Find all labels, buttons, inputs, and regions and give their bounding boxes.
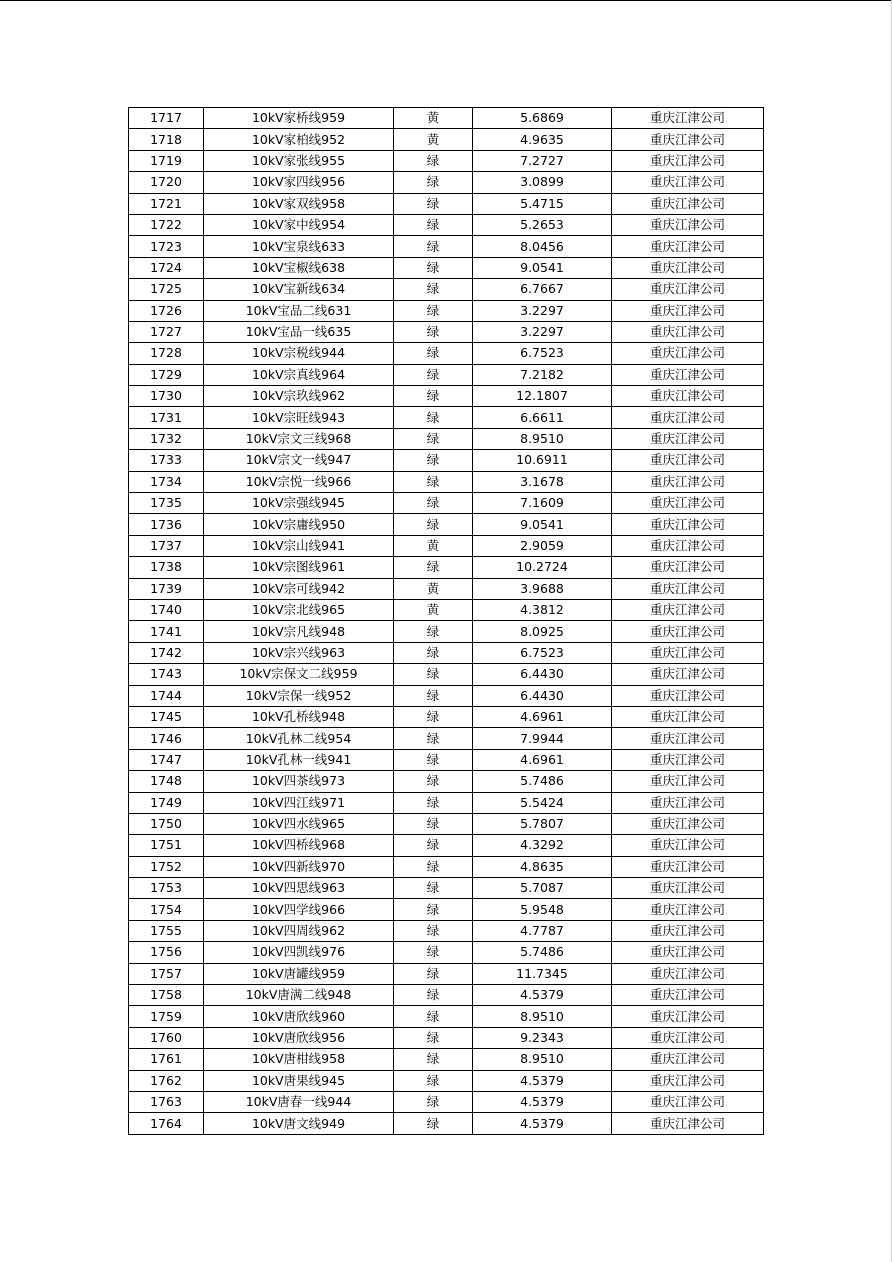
row-index-cell: 1750 (129, 813, 204, 834)
row-index-cell: 1720 (129, 172, 204, 193)
row-index-cell: 1755 (129, 920, 204, 941)
row-index-cell: 1718 (129, 129, 204, 150)
value-cell: 8.9510 (473, 1006, 612, 1027)
status-color-cell: 绿 (394, 878, 473, 899)
status-color-cell: 绿 (394, 471, 473, 492)
table-row (129, 578, 764, 599)
status-color-cell: 绿 (394, 621, 473, 642)
company-cell: 重庆江津公司 (612, 450, 764, 471)
company-cell: 重庆江津公司 (612, 257, 764, 278)
value-cell: 8.9510 (473, 428, 612, 449)
status-color-cell: 黄 (394, 578, 473, 599)
table-row (129, 321, 764, 342)
line-name-cell: 10kV宝品一线635 (204, 321, 394, 342)
table-row (129, 214, 764, 235)
line-name-cell: 10kV四江线971 (204, 792, 394, 813)
line-name-cell: 10kV宝椒线638 (204, 257, 394, 278)
line-name-cell: 10kV宗山线941 (204, 535, 394, 556)
table-row (129, 471, 764, 492)
company-cell: 重庆江津公司 (612, 471, 764, 492)
row-index-cell: 1745 (129, 706, 204, 727)
line-name-cell: 10kV宗北线965 (204, 599, 394, 620)
company-cell: 重庆江津公司 (612, 771, 764, 792)
status-color-cell: 绿 (394, 343, 473, 364)
status-color-cell: 绿 (394, 664, 473, 685)
status-color-cell: 绿 (394, 386, 473, 407)
row-index-cell: 1739 (129, 578, 204, 599)
table-row (129, 813, 764, 834)
value-cell: 5.6869 (473, 108, 612, 129)
table-row (129, 899, 764, 920)
status-color-cell: 绿 (394, 514, 473, 535)
table-row (129, 535, 764, 556)
company-cell: 重庆江津公司 (612, 535, 764, 556)
line-name-cell: 10kV宗文三线968 (204, 428, 394, 449)
table-row (129, 343, 764, 364)
table-row (129, 172, 764, 193)
row-index-cell: 1717 (129, 108, 204, 129)
line-name-cell: 10kV唐春一线944 (204, 1091, 394, 1112)
table-row (129, 450, 764, 471)
value-cell: 4.3292 (473, 835, 612, 856)
status-color-cell: 绿 (394, 1091, 473, 1112)
row-index-cell: 1735 (129, 493, 204, 514)
line-name-cell: 10kV四凯线976 (204, 942, 394, 963)
value-cell: 7.2727 (473, 150, 612, 171)
table-row (129, 279, 764, 300)
status-color-cell: 绿 (394, 150, 473, 171)
company-cell: 重庆江津公司 (612, 642, 764, 663)
status-color-cell: 绿 (394, 428, 473, 449)
line-name-cell: 10kV宗保文二线959 (204, 664, 394, 685)
row-index-cell: 1730 (129, 386, 204, 407)
value-cell: 5.7087 (473, 878, 612, 899)
table-row (129, 493, 764, 514)
status-color-cell: 黄 (394, 108, 473, 129)
value-cell: 8.9510 (473, 1049, 612, 1070)
company-cell: 重庆江津公司 (612, 108, 764, 129)
status-color-cell: 绿 (394, 642, 473, 663)
value-cell: 5.2653 (473, 214, 612, 235)
value-cell: 7.2182 (473, 364, 612, 385)
status-color-cell: 绿 (394, 557, 473, 578)
table-row (129, 642, 764, 663)
line-name-cell: 10kV家四线956 (204, 172, 394, 193)
line-name-cell: 10kV家柏线952 (204, 129, 394, 150)
company-cell: 重庆江津公司 (612, 685, 764, 706)
row-index-cell: 1760 (129, 1027, 204, 1048)
value-cell: 3.9688 (473, 578, 612, 599)
table-row (129, 942, 764, 963)
status-color-cell: 绿 (394, 193, 473, 214)
company-cell: 重庆江津公司 (612, 150, 764, 171)
status-color-cell: 绿 (394, 728, 473, 749)
company-cell: 重庆江津公司 (612, 279, 764, 300)
row-index-cell: 1724 (129, 257, 204, 278)
value-cell: 9.0541 (473, 514, 612, 535)
status-color-cell: 绿 (394, 920, 473, 941)
table-row (129, 835, 764, 856)
status-color-cell: 绿 (394, 835, 473, 856)
status-color-cell: 绿 (394, 364, 473, 385)
line-name-cell: 10kV孔林一线941 (204, 749, 394, 770)
table-row (129, 856, 764, 877)
table-row (129, 386, 764, 407)
line-name-cell: 10kV孔林二线954 (204, 728, 394, 749)
value-cell: 4.9635 (473, 129, 612, 150)
value-cell: 4.5379 (473, 1113, 612, 1134)
company-cell: 重庆江津公司 (612, 407, 764, 428)
line-name-cell: 10kV宝泉线633 (204, 236, 394, 257)
page-top-border (0, 0, 892, 1)
status-color-cell: 绿 (394, 1070, 473, 1091)
row-index-cell: 1748 (129, 771, 204, 792)
line-name-cell: 10kV宝新线634 (204, 279, 394, 300)
company-cell: 重庆江津公司 (612, 920, 764, 941)
row-index-cell: 1751 (129, 835, 204, 856)
status-color-cell: 绿 (394, 493, 473, 514)
line-name-cell: 10kV四周线962 (204, 920, 394, 941)
company-cell: 重庆江津公司 (612, 386, 764, 407)
line-name-cell: 10kV宗图线961 (204, 557, 394, 578)
row-index-cell: 1754 (129, 899, 204, 920)
table-row (129, 706, 764, 727)
value-cell: 4.7787 (473, 920, 612, 941)
line-name-cell: 10kV家桥线959 (204, 108, 394, 129)
line-name-cell: 10kV四桥线968 (204, 835, 394, 856)
line-name-cell: 10kV孔桥线948 (204, 706, 394, 727)
status-color-cell: 绿 (394, 321, 473, 342)
line-name-cell: 10kV家中线954 (204, 214, 394, 235)
company-cell: 重庆江津公司 (612, 578, 764, 599)
row-index-cell: 1728 (129, 343, 204, 364)
table-row (129, 1027, 764, 1048)
value-cell: 3.0899 (473, 172, 612, 193)
value-cell: 4.5379 (473, 1091, 612, 1112)
company-cell: 重庆江津公司 (612, 706, 764, 727)
line-name-cell: 10kV唐满二线948 (204, 985, 394, 1006)
row-index-cell: 1725 (129, 279, 204, 300)
status-color-cell: 绿 (394, 257, 473, 278)
company-cell: 重庆江津公司 (612, 1049, 764, 1070)
company-cell: 重庆江津公司 (612, 621, 764, 642)
status-color-cell: 绿 (394, 685, 473, 706)
value-cell: 8.0456 (473, 236, 612, 257)
value-cell: 6.7523 (473, 642, 612, 663)
value-cell: 5.7807 (473, 813, 612, 834)
row-index-cell: 1762 (129, 1070, 204, 1091)
line-name-cell: 10kV宗庸线950 (204, 514, 394, 535)
value-cell: 7.9944 (473, 728, 612, 749)
value-cell: 12.1807 (473, 386, 612, 407)
table-row (129, 407, 764, 428)
status-color-cell: 绿 (394, 450, 473, 471)
status-color-cell: 绿 (394, 856, 473, 877)
table-row (129, 428, 764, 449)
company-cell: 重庆江津公司 (612, 942, 764, 963)
line-name-cell: 10kV宗文一线947 (204, 450, 394, 471)
value-cell: 8.0925 (473, 621, 612, 642)
table-row (129, 236, 764, 257)
table-row (129, 1091, 764, 1112)
row-index-cell: 1734 (129, 471, 204, 492)
company-cell: 重庆江津公司 (612, 1070, 764, 1091)
value-cell: 5.4715 (473, 193, 612, 214)
row-index-cell: 1758 (129, 985, 204, 1006)
row-index-cell: 1722 (129, 214, 204, 235)
value-cell: 3.2297 (473, 321, 612, 342)
row-index-cell: 1737 (129, 535, 204, 556)
value-cell: 2.9059 (473, 535, 612, 556)
row-index-cell: 1753 (129, 878, 204, 899)
line-name-cell: 10kV宝品二线631 (204, 300, 394, 321)
status-color-cell: 绿 (394, 942, 473, 963)
company-cell: 重庆江津公司 (612, 428, 764, 449)
table-row (129, 1070, 764, 1091)
line-name-cell: 10kV家张线955 (204, 150, 394, 171)
status-color-cell: 绿 (394, 771, 473, 792)
row-index-cell: 1763 (129, 1091, 204, 1112)
status-color-cell: 绿 (394, 1113, 473, 1134)
status-color-cell: 绿 (394, 963, 473, 984)
status-color-cell: 绿 (394, 985, 473, 1006)
status-color-cell: 绿 (394, 706, 473, 727)
line-name-cell: 10kV唐欣线956 (204, 1027, 394, 1048)
value-cell: 6.7523 (473, 343, 612, 364)
company-cell: 重庆江津公司 (612, 599, 764, 620)
value-cell: 9.2343 (473, 1027, 612, 1048)
table-row (129, 621, 764, 642)
status-color-cell: 绿 (394, 899, 473, 920)
status-color-cell: 绿 (394, 1006, 473, 1027)
value-cell: 6.4430 (473, 685, 612, 706)
row-index-cell: 1726 (129, 300, 204, 321)
row-index-cell: 1757 (129, 963, 204, 984)
line-name-cell: 10kV宗旺线943 (204, 407, 394, 428)
line-name-cell: 10kV家双线958 (204, 193, 394, 214)
line-name-cell: 10kV唐欣线960 (204, 1006, 394, 1027)
row-index-cell: 1752 (129, 856, 204, 877)
line-name-cell: 10kV唐柑线958 (204, 1049, 394, 1070)
table-row (129, 108, 764, 129)
company-cell: 重庆江津公司 (612, 514, 764, 535)
table-row (129, 749, 764, 770)
company-cell: 重庆江津公司 (612, 899, 764, 920)
value-cell: 5.7486 (473, 771, 612, 792)
value-cell: 10.2724 (473, 557, 612, 578)
status-color-cell: 绿 (394, 407, 473, 428)
table-row (129, 985, 764, 1006)
value-cell: 11.7345 (473, 963, 612, 984)
row-index-cell: 1759 (129, 1006, 204, 1027)
table-row (129, 257, 764, 278)
row-index-cell: 1727 (129, 321, 204, 342)
company-cell: 重庆江津公司 (612, 813, 764, 834)
company-cell: 重庆江津公司 (612, 728, 764, 749)
value-cell: 3.1678 (473, 471, 612, 492)
row-index-cell: 1721 (129, 193, 204, 214)
company-cell: 重庆江津公司 (612, 664, 764, 685)
row-index-cell: 1761 (129, 1049, 204, 1070)
line-name-cell: 10kV唐果线945 (204, 1070, 394, 1091)
value-cell: 10.6911 (473, 450, 612, 471)
line-name-cell: 10kV宗凡线948 (204, 621, 394, 642)
line-name-cell: 10kV四新线970 (204, 856, 394, 877)
table-row (129, 771, 764, 792)
row-index-cell: 1740 (129, 599, 204, 620)
company-cell: 重庆江津公司 (612, 129, 764, 150)
value-cell: 5.9548 (473, 899, 612, 920)
table-row (129, 963, 764, 984)
table-row (129, 664, 764, 685)
line-name-cell: 10kV四思线963 (204, 878, 394, 899)
table-body (129, 108, 764, 1135)
company-cell: 重庆江津公司 (612, 749, 764, 770)
line-name-cell: 10kV唐文线949 (204, 1113, 394, 1134)
company-cell: 重庆江津公司 (612, 878, 764, 899)
company-cell: 重庆江津公司 (612, 835, 764, 856)
company-cell: 重庆江津公司 (612, 557, 764, 578)
row-index-cell: 1733 (129, 450, 204, 471)
status-color-cell: 黄 (394, 129, 473, 150)
value-cell: 4.3812 (473, 599, 612, 620)
status-color-cell: 绿 (394, 792, 473, 813)
row-index-cell: 1723 (129, 236, 204, 257)
table-row (129, 557, 764, 578)
line-name-cell: 10kV唐罐线959 (204, 963, 394, 984)
company-cell: 重庆江津公司 (612, 1027, 764, 1048)
company-cell: 重庆江津公司 (612, 856, 764, 877)
row-index-cell: 1738 (129, 557, 204, 578)
table-row (129, 1049, 764, 1070)
status-color-cell: 黄 (394, 599, 473, 620)
value-cell: 5.7486 (473, 942, 612, 963)
line-name-cell: 10kV宗强线945 (204, 493, 394, 514)
table-row (129, 792, 764, 813)
company-cell: 重庆江津公司 (612, 985, 764, 1006)
company-cell: 重庆江津公司 (612, 172, 764, 193)
table-row (129, 129, 764, 150)
company-cell: 重庆江津公司 (612, 364, 764, 385)
table-row (129, 364, 764, 385)
row-index-cell: 1744 (129, 685, 204, 706)
row-index-cell: 1756 (129, 942, 204, 963)
table-row (129, 920, 764, 941)
line-name-cell: 10kV宗玖线962 (204, 386, 394, 407)
line-name-cell: 10kV宗保一线952 (204, 685, 394, 706)
line-name-cell: 10kV宗税线944 (204, 343, 394, 364)
company-cell: 重庆江津公司 (612, 1006, 764, 1027)
value-cell: 4.6961 (473, 706, 612, 727)
row-index-cell: 1729 (129, 364, 204, 385)
company-cell: 重庆江津公司 (612, 493, 764, 514)
row-index-cell: 1731 (129, 407, 204, 428)
line-name-cell: 10kV宗可线942 (204, 578, 394, 599)
line-name-cell: 10kV宗悦一线966 (204, 471, 394, 492)
table-row (129, 150, 764, 171)
status-color-cell: 黄 (394, 535, 473, 556)
value-cell: 6.4430 (473, 664, 612, 685)
company-cell: 重庆江津公司 (612, 963, 764, 984)
row-index-cell: 1736 (129, 514, 204, 535)
line-name-cell: 10kV宗真线964 (204, 364, 394, 385)
row-index-cell: 1764 (129, 1113, 204, 1134)
status-color-cell: 绿 (394, 749, 473, 770)
row-index-cell: 1747 (129, 749, 204, 770)
row-index-cell: 1741 (129, 621, 204, 642)
table-row (129, 685, 764, 706)
line-name-cell: 10kV四茶线973 (204, 771, 394, 792)
row-index-cell: 1743 (129, 664, 204, 685)
value-cell: 4.5379 (473, 1070, 612, 1091)
status-color-cell: 绿 (394, 172, 473, 193)
row-index-cell: 1742 (129, 642, 204, 663)
company-cell: 重庆江津公司 (612, 214, 764, 235)
row-index-cell: 1749 (129, 792, 204, 813)
status-color-cell: 绿 (394, 279, 473, 300)
line-name-cell: 10kV四水线965 (204, 813, 394, 834)
company-cell: 重庆江津公司 (612, 300, 764, 321)
company-cell: 重庆江津公司 (612, 1091, 764, 1112)
company-cell: 重庆江津公司 (612, 321, 764, 342)
value-cell: 4.5379 (473, 985, 612, 1006)
value-cell: 9.0541 (473, 257, 612, 278)
row-index-cell: 1719 (129, 150, 204, 171)
value-cell: 6.6611 (473, 407, 612, 428)
row-index-cell: 1732 (129, 428, 204, 449)
value-cell: 4.8635 (473, 856, 612, 877)
status-color-cell: 绿 (394, 1049, 473, 1070)
line-data-table (128, 107, 764, 1135)
table-row (129, 514, 764, 535)
value-cell: 6.7667 (473, 279, 612, 300)
value-cell: 5.5424 (473, 792, 612, 813)
company-cell: 重庆江津公司 (612, 792, 764, 813)
table-row (129, 1006, 764, 1027)
table-row (129, 599, 764, 620)
company-cell: 重庆江津公司 (612, 236, 764, 257)
line-name-cell: 10kV宗兴线963 (204, 642, 394, 663)
company-cell: 重庆江津公司 (612, 193, 764, 214)
table-row (129, 1113, 764, 1134)
value-cell: 4.6961 (473, 749, 612, 770)
table-row (129, 728, 764, 749)
table-row (129, 193, 764, 214)
status-color-cell: 绿 (394, 813, 473, 834)
status-color-cell: 绿 (394, 300, 473, 321)
table-row (129, 300, 764, 321)
company-cell: 重庆江津公司 (612, 343, 764, 364)
table-row (129, 878, 764, 899)
status-color-cell: 绿 (394, 1027, 473, 1048)
line-name-cell: 10kV四学线966 (204, 899, 394, 920)
value-cell: 7.1609 (473, 493, 612, 514)
row-index-cell: 1746 (129, 728, 204, 749)
company-cell: 重庆江津公司 (612, 1113, 764, 1134)
status-color-cell: 绿 (394, 236, 473, 257)
value-cell: 3.2297 (473, 300, 612, 321)
status-color-cell: 绿 (394, 214, 473, 235)
